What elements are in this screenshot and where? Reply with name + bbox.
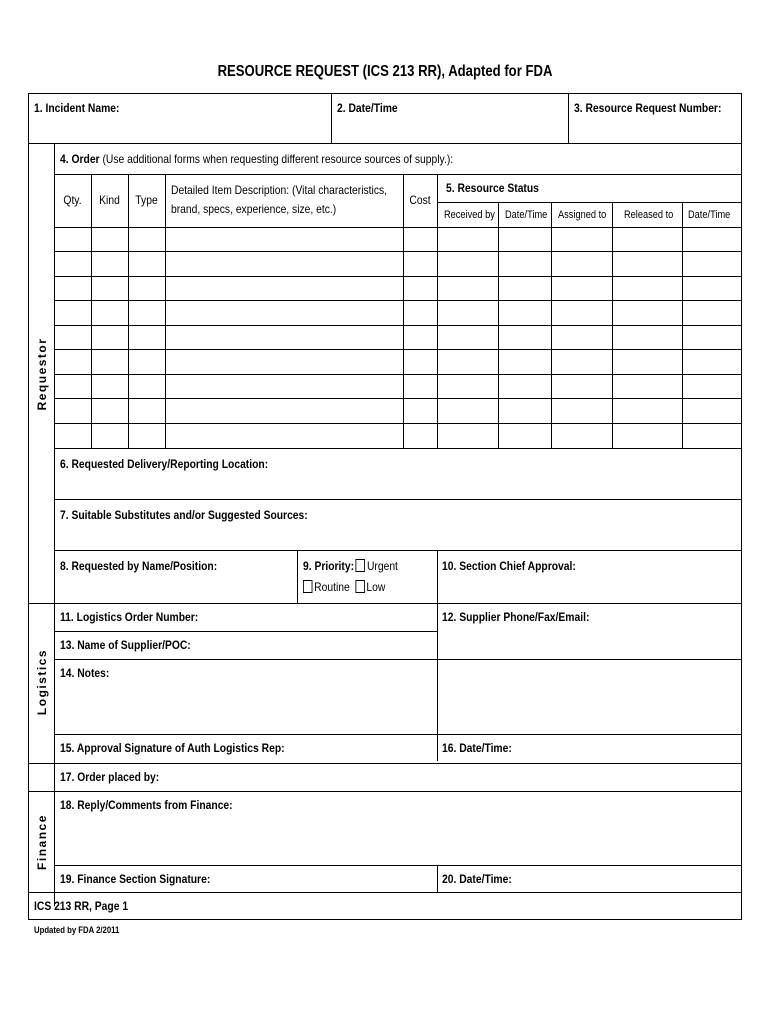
- order-label: 4. Order (Use additional forms when requesting different resource sources of supply.):: [60, 152, 454, 166]
- released-to-header: Released to: [624, 209, 674, 221]
- type-column-header: Type: [135, 193, 158, 207]
- order-placed-by-field[interactable]: 17. Order placed by:: [60, 770, 160, 784]
- table-row[interactable]: [54, 251, 742, 252]
- page-footer: ICS 213 RR, Page 1: [34, 899, 129, 913]
- finance-comments-field[interactable]: 18. Reply/Comments from Finance:: [60, 798, 233, 812]
- section-chief-approval-field[interactable]: 10. Section Chief Approval:: [442, 559, 576, 573]
- substitutes-field[interactable]: 7. Suitable Substitutes and/or Suggested Sources:: [60, 508, 308, 522]
- finance-signature-field[interactable]: 19. Finance Section Signature:: [60, 872, 211, 886]
- updated-note: Updated by FDA 2/2011: [34, 925, 120, 935]
- date-time-16-field[interactable]: 16. Date/Time:: [442, 741, 512, 755]
- description-column-header: Detailed Item Description: (Vital characteristics,: [171, 183, 388, 197]
- low-checkbox[interactable]: [355, 580, 364, 593]
- delivery-location-field[interactable]: 6. Requested Delivery/Reporting Location:: [60, 457, 269, 471]
- qty-column-header: Qty.: [63, 193, 82, 207]
- requestor-section-label: Requestor: [35, 337, 49, 411]
- logistics-section-label: Logistics: [35, 648, 49, 716]
- date-time-field[interactable]: 2. Date/Time: [337, 101, 398, 115]
- table-row[interactable]: [54, 374, 742, 375]
- routine-checkbox[interactable]: [303, 580, 312, 593]
- kind-column-header: Kind: [99, 193, 120, 207]
- requested-by-field[interactable]: 8. Requested by Name/Position:: [60, 559, 218, 573]
- form-title: RESOURCE REQUEST (ICS 213 RR), Adapted for FDA: [217, 63, 553, 80]
- request-number-field[interactable]: 3. Resource Request Number:: [574, 101, 722, 115]
- table-row[interactable]: [54, 423, 742, 424]
- table-row[interactable]: [54, 325, 742, 326]
- table-row[interactable]: [54, 349, 742, 350]
- notes-field[interactable]: 14. Notes:: [60, 666, 110, 680]
- urgent-checkbox[interactable]: [356, 559, 365, 572]
- incident-name-field[interactable]: 1. Incident Name:: [34, 101, 120, 115]
- logistics-order-number-field[interactable]: 11. Logistics Order Number:: [60, 610, 199, 624]
- supplier-name-field[interactable]: 13. Name of Supplier/POC:: [60, 638, 191, 652]
- supplier-contact-field[interactable]: 12. Supplier Phone/Fax/Email:: [442, 610, 590, 624]
- table-row[interactable]: [54, 276, 742, 277]
- resource-status-header: 5. Resource Status: [446, 181, 539, 195]
- date-time-20-field[interactable]: 20. Date/Time:: [442, 872, 512, 886]
- cost-column-header: Cost: [409, 193, 431, 207]
- table-row[interactable]: [54, 398, 742, 399]
- assigned-to-header: Assigned to: [558, 209, 607, 221]
- received-by-header: Received by: [444, 209, 495, 221]
- finance-section-label: Finance: [35, 814, 49, 870]
- status-date-time-header: Date/Time: [505, 209, 548, 221]
- table-row[interactable]: [54, 300, 742, 301]
- priority-group: 9. Priority: Urgent: [303, 559, 398, 573]
- priority-group-2: Routine Low: [303, 580, 385, 594]
- divider: [28, 143, 742, 144]
- approval-signature-field[interactable]: 15. Approval Signature of Auth Logistics Rep:: [60, 741, 285, 755]
- description-column-header-line2: brand, specs, experience, size, etc.): [171, 202, 337, 216]
- table-row[interactable]: [54, 227, 742, 228]
- status-date-time-2-header: Date/Time: [688, 209, 731, 221]
